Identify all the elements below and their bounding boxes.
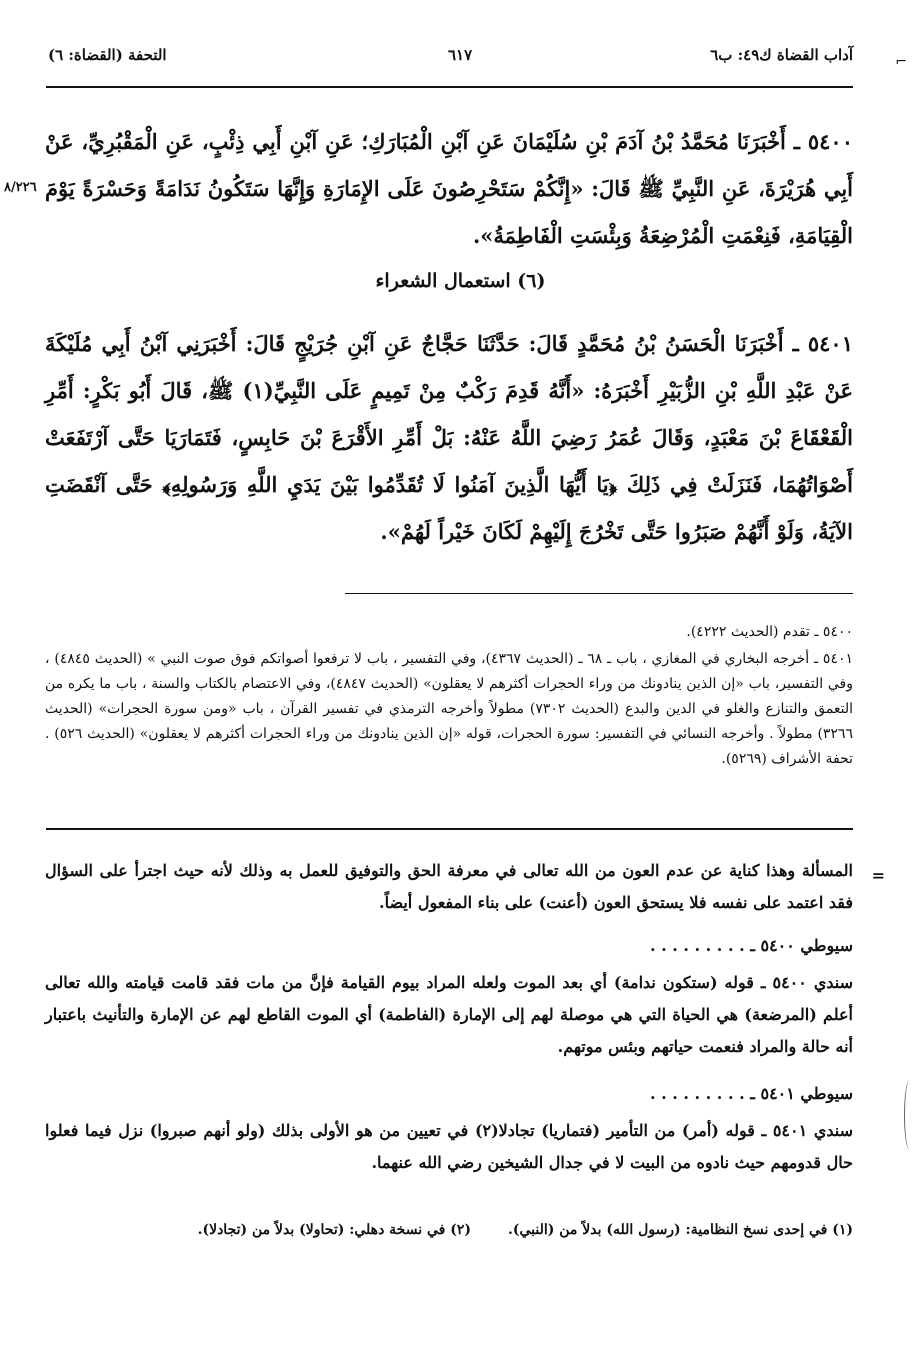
footnote-1: (١) في إحدى نسخ النظامية: (رسول الله) بدلاً من (النبي). (507, 1222, 853, 1238)
commentary-divider (46, 828, 853, 830)
takhrij-note-5400: ٥٤٠٠ ـ تقدم (الحديث ٤٢٢٢). (686, 624, 853, 640)
sindi-5401: سندي ٥٤٠١ ـ قوله (أمر) من التأمير (فتماريا) تجادلا(٢) في تعيين من هو الأولى بذلك (ولو أنهم صبروا) نزل فيما فعلوا حال قدومهم حيث نادوه من البيت لا في جدال الشيخين رضي الله عنهما. (45, 1121, 853, 1172)
running-header-tuhfa: التحفة (القضاة: ٦) (48, 46, 167, 64)
section-title: (٦) استعمال الشعراء (375, 270, 546, 292)
footnote-divider (345, 593, 853, 594)
continuation-mark: = (871, 866, 885, 885)
hadith-5400: ٥٤٠٠ ـ أَخْبَرَنَا مُحَمَّدُ بْنُ آدَمَ بْنِ سُلَيْمَانَ عَنِ آبْنِ الْمُبَارَكِ؛ عَنِ آبْنِ أَبِي ذِئْبٍ، عَنِ الْمَقْبُرِيِّ، عَنْ أَبِي هُرَيْرَةَ، عَنِ النَّبِيِّ ﷺ قَالَ: «إِنَّكُمْ سَتَحْرِصُونَ عَلَى الإِمَارَةِ وَإِنَّهَا سَتَكُونُ نَدَامَةً وَحَسْرَةً يَوْمَ الْقِيَامَةِ، فَنِعْمَتِ الْمُرْضِعَةُ وَبِئْسَتِ الْفَاطِمَةُ». (45, 129, 853, 248)
scan-edge-mark (904, 1080, 915, 1150)
running-header-book: آداب القضاة ك٤٩: ب٦ (710, 46, 853, 64)
commentary-continuation: المسألة وهذا كناية عن عدم العون من الله تعالى في معرفة الحق والتوفيق للعمل به وذلك لأنه حيث اجترأ على السؤال فقد اعتمد على نفسه فلا يستحق العون (أعنت) على بناء المفعول أيضاً. (45, 861, 853, 912)
corner-mark-icon: ⌐ (895, 54, 907, 70)
page-number: ٦١٧ (448, 46, 473, 64)
margin-reference: ٨/٢٢٦ (4, 180, 37, 195)
header-divider (46, 86, 853, 88)
hadith-5401: ٥٤٠١ ـ أَخْبَرَنَا الْحَسَنُ بْنُ مُحَمَّدٍ قَالَ: حَدَّثَنَا حَجَّاجٌ عَنِ آبْنِ جُرَيْجٍ قَالَ: أَخْبَرَنِي آبْنُ أَبِي مُلَيْكَةَ عَنْ عَبْدِ اللَّهِ بْنِ الزُّبَيْرِ أَخْبَرَهُ: «أَنَّهُ قَدِمَ رَكْبٌ مِنْ تَمِيمٍ عَلَى النَّبِيِّ(١) ﷺ، قَالَ أَبُو بَكْرٍ: أَمِّرِ الْقَعْقَاعَ بْنَ مَعْبَدٍ، وَقَالَ عُمَرُ رَضِيَ اللَّهُ عَنْهُ: بَلْ أَمِّرِ الأَقْرَعَ بْنَ حَابِسٍ، فَتَمَارَيَا حَتَّى آرْتَفَعَتْ أَصْوَاتُهُمَا، فَنَزَلَتْ فِي ذَلِكَ ﴿يَا أَيُّهَا الَّذِينَ آمَنُوا لَا تُقَدِّمُوا بَيْنَ يَدَيِ اللَّهِ وَرَسُولِهِ﴾ حَتَّى آنْقَضَتِ الآيَةُ، وَلَوْ أَنَّهُمْ صَبَرُوا حَتَّى تَخْرُجَ إِلَيْهِمْ لَكَانَ خَيْراً لَهُمْ». (45, 331, 854, 544)
sindi-5400: سندي ٥٤٠٠ ـ قوله (ستكون ندامة) أي بعد الموت ولعله المراد بيوم القيامة فإنَّ من مات فقد قامت قيامته والله تعالى أعلم (المرضعة) هي الحياة التي هي موصلة لهم إلى الإمارة (الفاطمة) أي الموت القاطع لهم عن الإمارة والتأنيث باعتبار أنه حالة والمراد فنعمت حياتهم وبئس موتهم. (45, 973, 853, 1056)
takhrij-note-5401: ٥٤٠١ ـ أخرجه البخاري في المغازي ، باب ـ ٦٨ ـ (الحديث ٤٣٦٧)، وفي التفسير ، باب لا ترفعوا أصواتكم فوق صوت النبي » (الحديث ٤٨٤٥) ، وفي التفسير، باب «إن الذين ينادونك من وراء الحجرات أكثرهم لا يعقلون» (الحديث ٤٨٤٧)، وفي الاعتصام بالكتاب والسنة ، باب ما يكره من التعمق والتنازع والغلو في الدين والبدع (الحديث ٧٣٠٢) مطولاً وأخرجه الترمذي في تفسير القرآن ، باب «ومن سورة الحجرات» (الحديث ٣٢٦٦) مطولاً . وأخرجه النسائي في التفسير: سورة الحجرات، قوله «إن الذين ينادونك من وراء الحجرات أكثرهم لا يعقلون» (الحديث ٥٢٦) . تحفة الأشراف (٥٢٦٩). (45, 651, 853, 767)
suyuti-5401: سيوطي ٥٤٠١ ـ . . . . . . . . . (649, 1084, 853, 1103)
footnote-2: (٢) في نسخة دهلي: (تحاولا) بدلاً من (تجادلا). (197, 1222, 471, 1238)
suyuti-5400: سيوطي ٥٤٠٠ ـ . . . . . . . . . (649, 936, 853, 955)
